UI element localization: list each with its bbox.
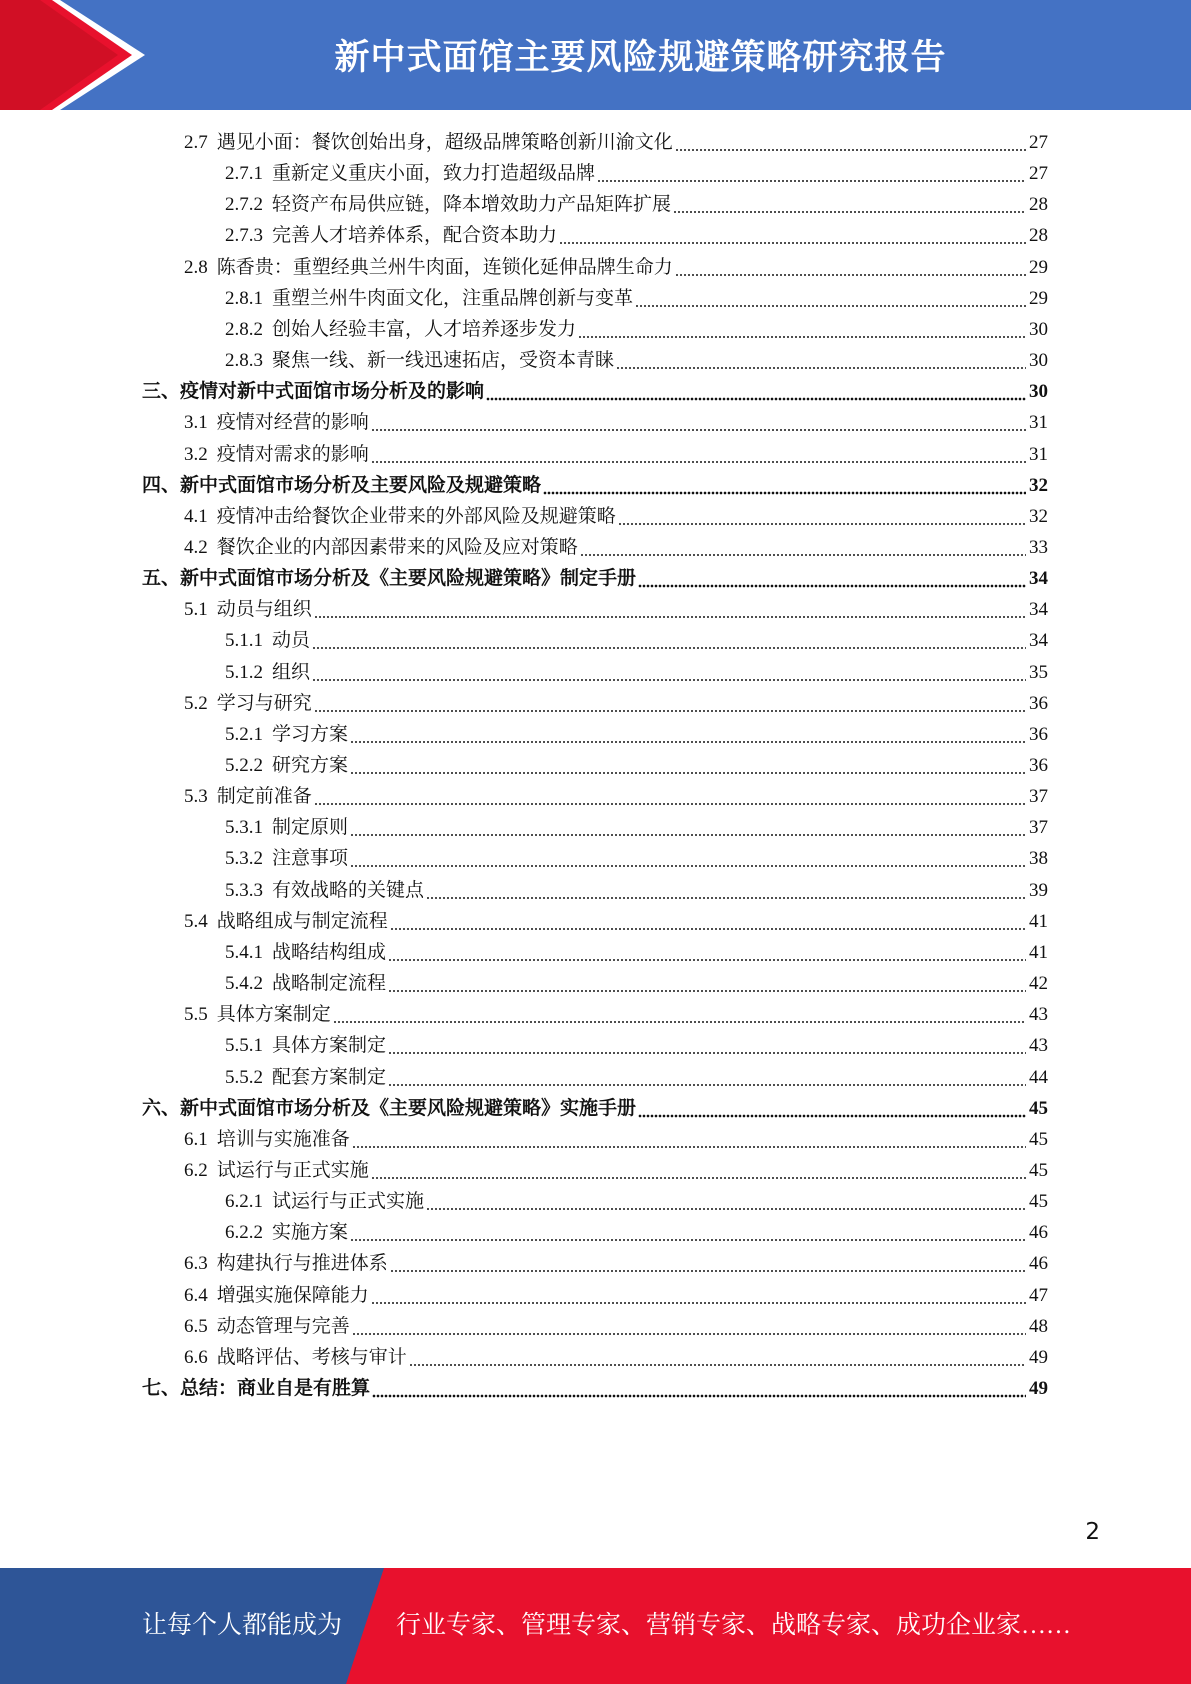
toc-entry-title: 聚焦一线、新一线迅速拓店，受资本青睐 [272, 350, 615, 372]
toc-dot-leader [580, 532, 1026, 563]
toc-entry-number: 6.1 [184, 1128, 208, 1150]
toc-entry[interactable] [225, 875, 1048, 906]
toc-dot-leader [371, 1155, 1026, 1186]
toc-entry-number: 4.2 [184, 536, 208, 558]
toc-entry-number: 6.2.1 [225, 1191, 263, 1213]
toc-entry[interactable] [184, 781, 1048, 812]
toc-entry-page: 46 [1029, 1222, 1048, 1244]
toc-dot-leader [314, 594, 1026, 625]
toc-entry-page: 37 [1029, 786, 1048, 808]
toc-dot-leader [675, 127, 1026, 158]
toc-entry-page: 28 [1029, 194, 1048, 216]
toc-entry-title: 重新定义重庆小面，致力打造超级品牌 [272, 163, 596, 185]
toc-dot-leader [426, 1186, 1026, 1217]
toc-entry[interactable] [225, 625, 1048, 656]
toc-entry-page: 34 [1029, 599, 1048, 621]
toc-dot-leader [388, 937, 1026, 968]
toc-entry-title: 战略结构组成 [272, 941, 387, 963]
toc-entry[interactable] [184, 501, 1048, 532]
toc-entry[interactable] [184, 407, 1048, 438]
toc-dot-leader [350, 843, 1026, 874]
toc-entry-page: 37 [1029, 817, 1048, 839]
toc-entry-page: 33 [1029, 536, 1048, 558]
toc-chapter-entry[interactable] [142, 1373, 1048, 1404]
toc-entry-page: 34 [1029, 568, 1048, 590]
toc-entry-title: 试运行与正式实施 [272, 1191, 425, 1213]
toc-entry-page: 45 [1029, 1097, 1048, 1119]
toc-entry-page: 27 [1029, 132, 1048, 153]
toc-entry-number: 5.3.1 [225, 817, 263, 839]
toc-entry-title: 培训与实施准备 [216, 1128, 350, 1150]
toc-entry-title: 四、新中式面馆市场分析及主要风险及规避策略 [142, 474, 542, 496]
toc-entry-number: 3.1 [184, 412, 208, 434]
toc-dot-leader [618, 501, 1026, 532]
toc-entry-page: 30 [1029, 381, 1048, 403]
toc-entry-title: 配套方案制定 [272, 1066, 387, 1088]
toc-entry-title: 战略组成与制定流程 [216, 910, 388, 932]
toc-entry-page: 43 [1029, 1035, 1048, 1057]
toc-entry-title: 疫情对需求的影响 [216, 443, 369, 465]
toc-entry[interactable] [225, 719, 1048, 750]
toc-entry-page: 30 [1029, 350, 1048, 372]
toc-entry-title: 注意事项 [272, 848, 349, 870]
toc-entry-number: 5.5.2 [225, 1066, 263, 1088]
toc-entry[interactable] [225, 220, 1048, 251]
toc-entry-page: 32 [1029, 505, 1048, 527]
toc-entry[interactable] [184, 594, 1048, 625]
toc-entry[interactable] [184, 688, 1048, 719]
toc-entry[interactable] [184, 1342, 1048, 1373]
toc-entry[interactable] [225, 657, 1048, 688]
toc-entry-page: 35 [1029, 661, 1048, 683]
toc-entry-number: 4.1 [184, 505, 208, 527]
toc-entry-number: 2.7 [184, 132, 208, 153]
toc-entry-page: 36 [1029, 692, 1048, 714]
toc-entry-number: 5.4.1 [225, 941, 263, 963]
toc-entry-number: 2.8.2 [225, 318, 263, 340]
toc-dot-leader [616, 345, 1026, 376]
toc-entry[interactable] [225, 843, 1048, 874]
toc-entry-title: 三、疫情对新中式面馆市场分析及的影响 [142, 381, 485, 403]
toc-entry-page: 48 [1029, 1315, 1048, 1337]
toc-entry-number: 2.8.1 [225, 287, 263, 309]
toc-chapter-entry[interactable] [142, 470, 1048, 501]
toc-entry[interactable] [184, 127, 1048, 158]
toc-entry-number: 2.8.3 [225, 350, 263, 372]
toc-dot-leader [409, 1342, 1026, 1373]
toc-entry-page: 49 [1029, 1346, 1048, 1368]
toc-entry-title: 动态管理与完善 [216, 1315, 350, 1337]
toc-dot-leader [312, 657, 1026, 688]
toc-dot-leader [350, 1217, 1026, 1248]
toc-entry[interactable] [184, 1248, 1048, 1279]
toc-entry[interactable] [225, 158, 1048, 189]
toc-dot-leader [350, 719, 1026, 750]
toc-entry-title: 研究方案 [272, 755, 349, 776]
toc-entry-number: 6.3 [184, 1253, 208, 1275]
toc-entry[interactable] [225, 345, 1048, 376]
toc-entry-page: 49 [1029, 1378, 1048, 1399]
toc-dot-leader [350, 750, 1026, 781]
toc-entry-title: 五、新中式面馆市场分析及《主要风险规避策略》制定手册 [142, 568, 637, 590]
toc-entry-number: 6.5 [184, 1315, 208, 1337]
toc-entry-page: 27 [1029, 163, 1048, 185]
toc-dot-leader [388, 968, 1026, 999]
toc-dot-leader [372, 1373, 1026, 1404]
toc-dot-leader [426, 875, 1026, 906]
toc-entry-title: 餐饮企业的内部因素带来的风险及应对策略 [216, 536, 578, 558]
toc-entry-title: 轻资产布局供应链，降本增效助力产品矩阵扩展 [272, 194, 672, 216]
toc-dot-leader [388, 1062, 1026, 1093]
toc-dot-leader [371, 407, 1026, 438]
toc-entry-page: 41 [1029, 941, 1048, 963]
toc-entry-page: 31 [1029, 412, 1048, 434]
toc-chapter-entry[interactable] [142, 1093, 1048, 1124]
toc-entry-number: 5.2.2 [225, 755, 263, 776]
toc-entry-number: 6.2.2 [225, 1222, 263, 1244]
toc-entry-title: 创始人经验丰富，人才培养逐步发力 [272, 318, 577, 340]
toc-entry-title: 疫情冲击给餐饮企业带来的外部风险及规避策略 [216, 505, 616, 527]
toc-dot-leader [371, 439, 1026, 470]
toc-entry[interactable] [184, 999, 1048, 1030]
toc-chapter-entry[interactable] [142, 376, 1048, 407]
toc-dot-leader [314, 781, 1026, 812]
toc-entry-number: 6.2 [184, 1159, 208, 1181]
toc-chapter-entry[interactable] [142, 563, 1048, 594]
toc-entry-number: 5.4 [184, 910, 208, 932]
toc-dot-leader [597, 158, 1026, 189]
toc-entry-page: 38 [1029, 848, 1048, 870]
toc-entry-page: 31 [1029, 443, 1048, 465]
toc-entry-page: 43 [1029, 1004, 1048, 1026]
toc-entry-title: 构建执行与推进体系 [216, 1253, 388, 1275]
footer-slogan-left: 让每个人都能成为 [142, 1612, 343, 1639]
toc-entry-title: 七、总结：商业自是有胜算 [142, 1378, 371, 1399]
toc-dot-leader [673, 189, 1026, 220]
page-number: 2 [1085, 1519, 1100, 1545]
toc-entry-title: 有效战略的关键点 [272, 879, 425, 901]
toc-entry[interactable] [225, 750, 1048, 781]
toc-entry[interactable] [225, 1030, 1048, 1061]
toc-entry[interactable] [225, 189, 1048, 220]
toc-entry-page: 34 [1029, 630, 1048, 652]
toc-entry-title: 重塑兰州牛肉面文化，注重品牌创新与变革 [272, 287, 634, 309]
toc-entry-page: 39 [1029, 879, 1048, 901]
toc-entry[interactable] [225, 1062, 1048, 1093]
toc-entry[interactable] [225, 1217, 1048, 1248]
toc-entry-page: 28 [1029, 225, 1048, 247]
toc-entry-title: 试运行与正式实施 [216, 1159, 369, 1181]
toc-entry-title: 陈香贵：重塑经典兰州牛肉面，连锁化延伸品牌生命力 [216, 256, 673, 278]
toc-entry-title: 战略制定流程 [272, 973, 387, 995]
toc-dot-leader [314, 688, 1026, 719]
toc-entry-page: 36 [1029, 723, 1048, 745]
toc-entry-number: 3.2 [184, 443, 208, 465]
toc-entry-title: 制定原则 [272, 817, 349, 839]
toc-entry-number: 6.4 [184, 1284, 208, 1306]
toc-entry[interactable] [184, 906, 1048, 937]
toc-entry-title: 动员与组织 [216, 599, 312, 621]
toc-dot-leader [559, 220, 1026, 251]
toc-entry[interactable] [184, 1280, 1048, 1311]
toc-entry-page: 32 [1029, 474, 1048, 496]
toc-entry-page: 29 [1029, 287, 1048, 309]
report-title: 新中式面馆主要风险规避策略研究报告 [334, 38, 947, 78]
toc-dot-leader [350, 812, 1026, 843]
toc-dot-leader [371, 1280, 1026, 1311]
toc-dot-leader [390, 1248, 1026, 1279]
toc-entry[interactable] [184, 1311, 1048, 1342]
toc-entry-title: 制定前准备 [216, 786, 312, 808]
toc-entry-number: 2.7.1 [225, 163, 263, 185]
toc-entry-number: 5.4.2 [225, 973, 263, 995]
header-chevron-decoration [0, 0, 150, 110]
toc-entry-number: 5.1.2 [225, 661, 263, 683]
toc-dot-leader [638, 1093, 1026, 1124]
toc-dot-leader [486, 376, 1026, 407]
page-footer [0, 1568, 1191, 1684]
toc-entry-page: 45 [1029, 1159, 1048, 1181]
toc-entry-number: 5.5.1 [225, 1035, 263, 1057]
toc-entry-title: 战略评估、考核与审计 [216, 1346, 407, 1368]
toc-dot-leader [333, 999, 1026, 1030]
toc-entry-page: 30 [1029, 318, 1048, 340]
toc-entry-title: 动员 [272, 630, 311, 652]
toc-entry-number: 2.7.2 [225, 194, 263, 216]
toc-entry-title: 六、新中式面馆市场分析及《主要风险规避策略》实施手册 [142, 1097, 637, 1119]
toc-entry-number: 5.5 [184, 1004, 208, 1026]
toc-entry-number: 2.7.3 [225, 225, 263, 247]
toc-entry-page: 29 [1029, 256, 1048, 278]
toc-entry-number: 5.3 [184, 786, 208, 808]
toc-entry-page: 42 [1029, 973, 1048, 995]
toc-dot-leader [388, 1030, 1026, 1061]
toc-entry[interactable] [225, 1186, 1048, 1217]
toc-entry[interactable] [184, 1124, 1048, 1155]
toc-entry-number: 5.2 [184, 692, 208, 714]
toc-dot-leader [638, 563, 1026, 594]
page-header [0, 0, 1191, 110]
toc-entry[interactable] [184, 532, 1048, 563]
toc-entry-number: 5.3.3 [225, 879, 263, 901]
toc-dot-leader [352, 1311, 1026, 1342]
toc-dot-leader [352, 1124, 1026, 1155]
toc-entry-number: 5.3.2 [225, 848, 263, 870]
toc-entry-title: 完善人才培养体系，配合资本助力 [272, 225, 558, 247]
toc-entry-title: 具体方案制定 [216, 1004, 331, 1026]
toc-entry[interactable] [225, 314, 1048, 345]
toc-entry-page: 45 [1029, 1128, 1048, 1150]
toc-entry-page: 36 [1029, 755, 1048, 776]
toc-entry-title: 学习与研究 [216, 692, 312, 714]
toc-entry[interactable] [225, 968, 1048, 999]
toc-entry[interactable] [184, 252, 1048, 283]
toc-entry-number: 2.8 [184, 256, 208, 278]
toc-entry[interactable] [184, 1155, 1048, 1186]
toc-entry-title: 实施方案 [272, 1222, 349, 1244]
toc-dot-leader [543, 470, 1026, 501]
toc-entry-title: 疫情对经营的影响 [216, 412, 369, 434]
toc-dot-leader [578, 314, 1026, 345]
toc-dot-leader [390, 906, 1026, 937]
footer-slogan-right: 行业专家、管理专家、营销专家、战略专家、成功企业家…… [396, 1612, 1072, 1639]
toc-entry-page: 45 [1029, 1191, 1048, 1213]
toc-entry-page: 41 [1029, 910, 1048, 932]
toc-entry[interactable] [225, 937, 1048, 968]
toc-dot-leader [635, 283, 1026, 314]
toc-entry-page: 46 [1029, 1253, 1048, 1275]
toc-entry-title: 组织 [272, 661, 311, 683]
toc-entry-number: 5.2.1 [225, 723, 263, 745]
toc-entry-number: 6.6 [184, 1346, 208, 1368]
toc-dot-leader [312, 625, 1026, 656]
toc-entry-title: 学习方案 [272, 723, 349, 745]
toc-entry[interactable] [225, 812, 1048, 843]
toc-dot-leader [675, 252, 1026, 283]
toc-entry[interactable] [184, 439, 1048, 470]
toc-entry-number: 5.1 [184, 599, 208, 621]
toc-entry-title: 增强实施保障能力 [216, 1284, 369, 1306]
toc-entry-title: 具体方案制定 [272, 1035, 387, 1057]
toc-entry-page: 44 [1029, 1066, 1048, 1088]
toc-entry-page: 47 [1029, 1284, 1048, 1306]
toc-entry-title: 遇见小面：餐饮创始出身，超级品牌策略创新川渝文化 [216, 132, 673, 153]
toc-entry[interactable] [225, 283, 1048, 314]
toc-entry-number: 5.1.1 [225, 630, 263, 652]
